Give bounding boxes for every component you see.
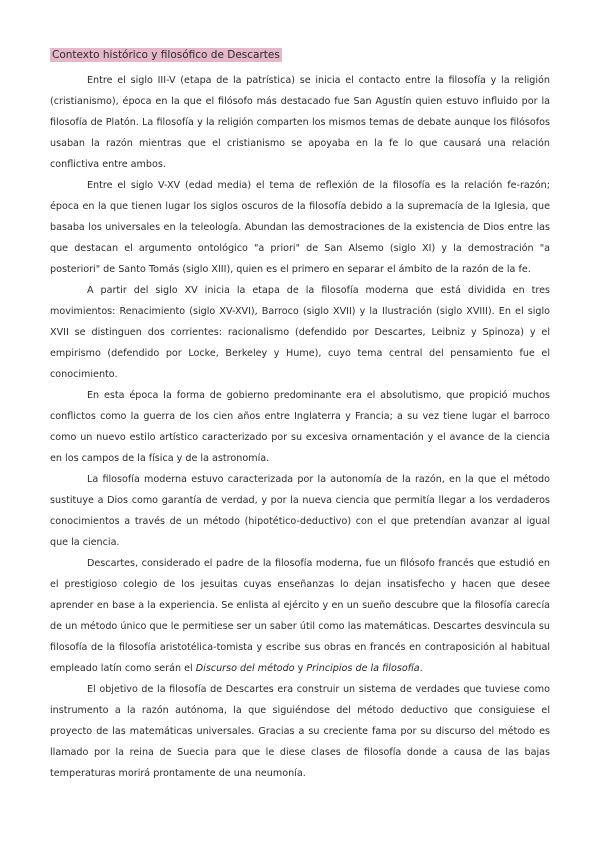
paragraph-text: .: [419, 663, 423, 674]
paragraph-text: y: [294, 663, 307, 674]
book-title: Discurso del método: [195, 663, 295, 674]
paragraph-absolutismo: En esta época la forma de gobierno predominante era el absolutismo, que propició muchos conflictos como la guerra de los cien años entre Inglaterra y Francia; a su vez tiene lugar el barroco como un nuevo estilo artístico caracterizado por su excesiva ornamentación y el avance de la ciencia en los campos de la física y de la astronomía.: [50, 390, 550, 464]
section-heading: Contexto histórico y filosófico de Descartes: [52, 49, 280, 61]
paragraph-autonomia-razon: La filosofía moderna estuvo caracterizada por la autonomía de la razón, en la que el método sustituye a Dios como garantía de verdad, y por la nueva ciencia que permitía llegar a los verdaderos conocimientos a través de un método (hipotético-deductivo) con el que pretendían avanzar al igual que la ciencia.: [50, 474, 550, 548]
paragraph-objetivo: El objetivo de la filosofía de Descartes era construir un sistema de verdades que tuviese como instrumento a la razón autónoma, la que siguiéndose del método deductivo que consiguiese el proyecto de las matemáticas universales. Gracias a su creciente fama por su discurso del método es llamado por la reina de Suecia para que le diese clases de filosofía donde a causa de las bajas temperaturas morirá prontamente de una neumonía.: [50, 684, 550, 779]
paragraph-text: Descartes, considerado el padre de la filosofía moderna, fue un filósofo francés que estudió en el prestigioso colegio de los jesuitas cuyas enseñanzas lo dejan insatisfecho y hacen que desee aprender en base a la experiencia. Se enlista al ejército y en un sueño descubre que la filosofía carecía de un método único que le permitiese ser un saber útil como las matemáticas. Descartes desvincula su filosofía de la filosofía aristotélica-tomista y escribe sus obras en francés en contraposición al habitual empleado latín como serán el: [50, 558, 550, 674]
paragraph-descartes-biografia: [50, 553, 550, 679]
paragraph-patristica: Entre el siglo III-V (etapa de la patrística) se inicia el contacto entre la filosofía y la religión (cristianismo), época en la que el filósofo más destacado fue San Agustín quien estuvo influido por la filosofía de Platón. La filosofía y la religión comparten los mismos temas de debate aunque los filósofos usaban la razón mientras que el cristianismo se apoyaba en la fe lo que causará una relación conflictiva entre ambos.: [50, 75, 550, 170]
paragraph-edad-media: Entre el siglo V-XV (edad media) el tema de reflexión de la filosofía es la relación fe-razón; época en la que tienen lugar los siglos oscuros de la filosofía debido a la supremacía de la Iglesia, que basaba los universales en la teleología. Abundan las demostraciones de la existencia de Dios entre las que destacan el argumento ontológico "a priori" de San Alsemo (siglo XI) y la demostración "a posteriori" de Santo Tomás (siglo XIII), quien es el primero en separar el ámbito de la razón de la fe.: [50, 180, 550, 275]
paragraph-filosofia-moderna: A partir del siglo XV inicia la etapa de la filosofía moderna que está dividida en tres movimientos: Renacimiento (siglo XV-XVI), Barroco (siglo XVII) y la Ilustración (siglo XVIII). En el siglo XVII se distinguen dos corrientes: racionalismo (defendido por Descartes, Leibniz y Spinoza) y el empirismo (defendido por Locke, Berkeley y Hume), cuyo tema central del pensamiento fue el conocimiento.: [50, 285, 550, 380]
book-title: Principios de la filosofía: [306, 663, 420, 674]
body-text: [50, 70, 550, 784]
